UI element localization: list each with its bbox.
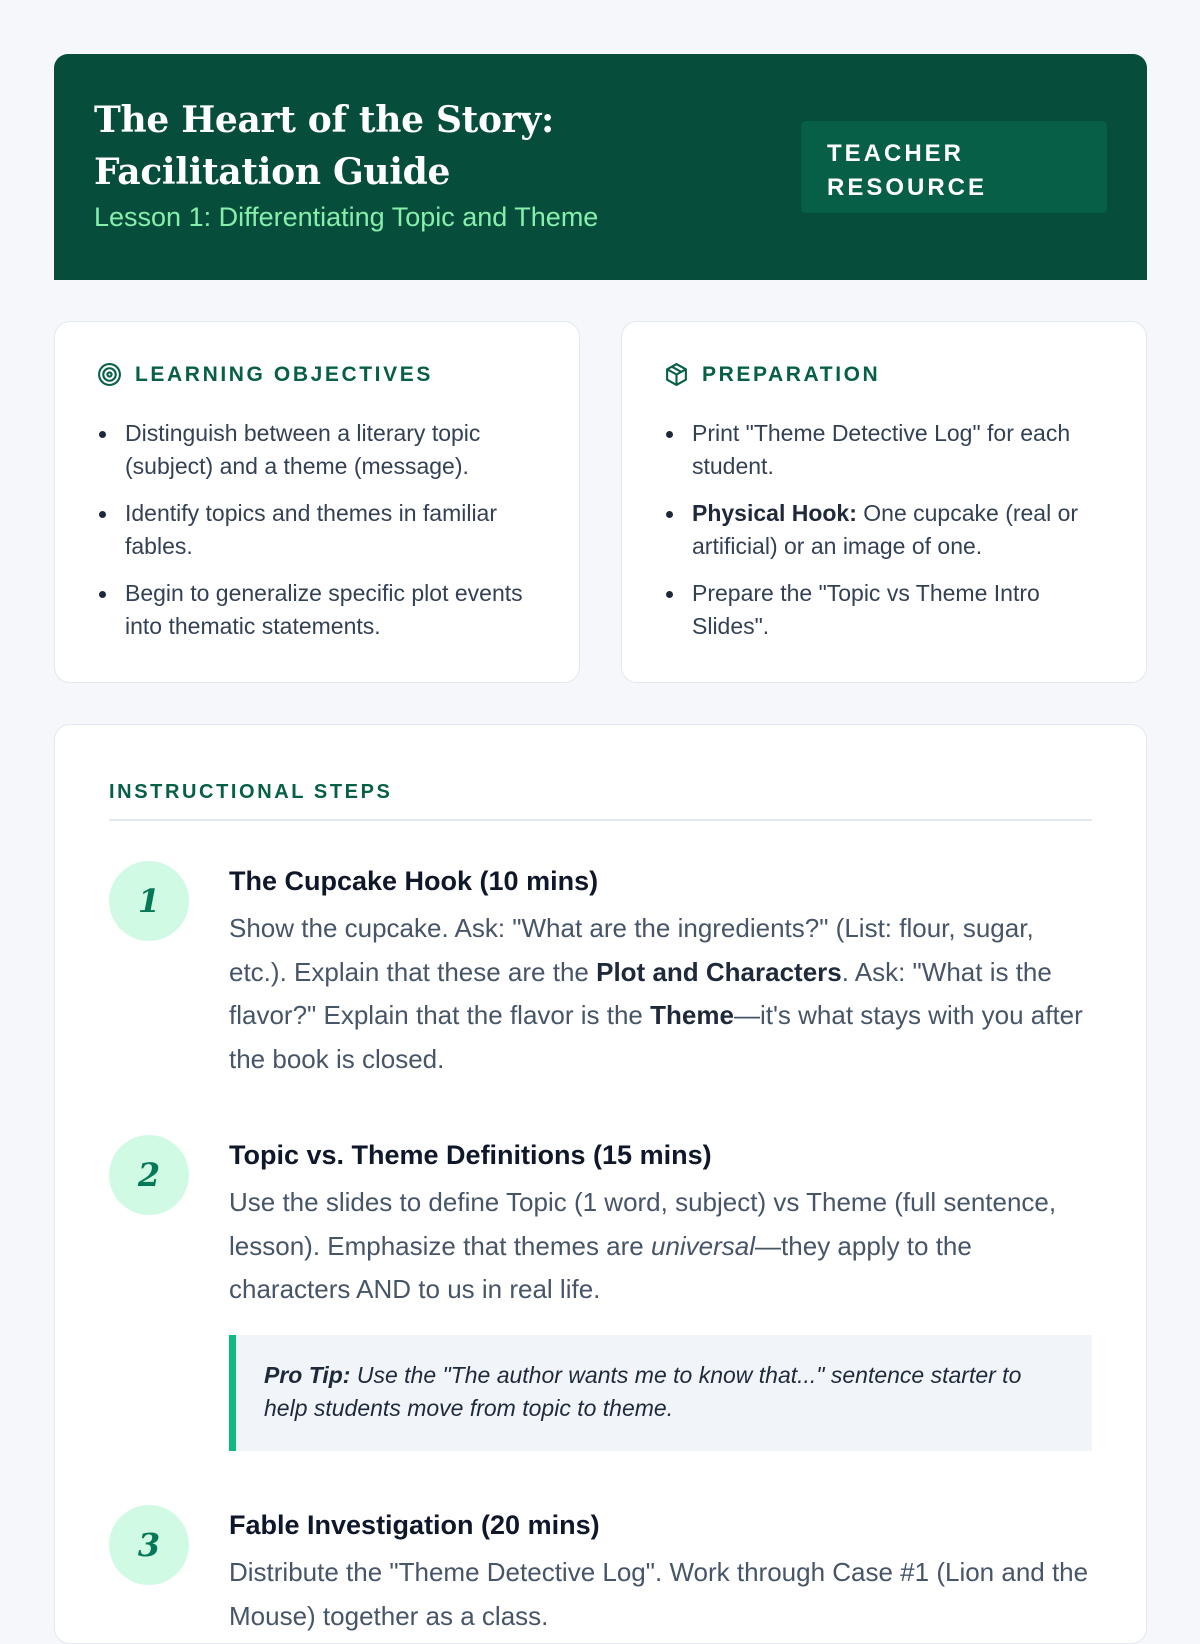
step-body xyxy=(229,1505,1092,1638)
list-item: Prepare the "Topic vs Theme Intro Slides". xyxy=(664,577,1114,643)
step-text xyxy=(229,907,1092,1081)
divider xyxy=(109,819,1092,821)
list-item: Begin to generalize specific plot events into thematic statements. xyxy=(97,577,547,643)
step-title: Fable Investigation (20 mins) xyxy=(229,1510,600,1540)
learning-objectives-card xyxy=(54,321,580,683)
step-text-bold: Plot and Characters xyxy=(596,956,842,987)
objectives-heading xyxy=(97,362,433,387)
pro-tip-text: Use the "The author wants me to know that..." sentence starter to help students move from topic to theme. xyxy=(264,1361,1022,1421)
steps-heading: INSTRUCTIONAL STEPS xyxy=(109,781,393,803)
teacher-resource-badge xyxy=(801,121,1107,213)
step-text xyxy=(229,1181,1092,1312)
objectives-heading-label: LEARNING OBJECTIVES xyxy=(135,362,433,386)
step-text-part: —they apply to the characters AND to us in real life. xyxy=(229,1230,972,1304)
step-number: 3 xyxy=(109,1505,189,1585)
step-text-part: —it's what stays with you after the book is closed. xyxy=(229,1000,1083,1074)
preparation-card xyxy=(621,321,1147,683)
badge-line1: TEACHER xyxy=(827,140,965,167)
step-text-italic: universal xyxy=(650,1230,756,1261)
physical-hook-text: One cupcake (real or artificial) or an image of one. xyxy=(692,500,1079,559)
list-item xyxy=(664,497,1114,563)
step-text-bold: Theme xyxy=(650,1000,734,1030)
step-text-part: Use the slides to define Topic (1 word, subject) vs Theme (full sentence, lesson). Emphasize that themes are xyxy=(229,1187,1057,1261)
badge-line2: RESOURCE xyxy=(827,174,988,201)
instructional-steps-card xyxy=(54,724,1147,1644)
step-body xyxy=(229,1135,1092,1451)
page-title: The Heart of the Story: Facilitation Guide xyxy=(94,99,554,193)
pro-tip-label: Pro Tip: xyxy=(264,1361,351,1388)
step-number: 2 xyxy=(109,1135,189,1215)
page-subtitle: Lesson 1: Differentiating Topic and Theme xyxy=(94,202,599,232)
step-text-part: Show the cupcake. Ask: "What are the ingredients?" (List: flour, sugar, etc.). Explain that these are the xyxy=(229,913,1034,987)
package-icon xyxy=(664,362,689,387)
step-text-part: . Ask: "What is the flavor?" Explain that the flavor is the xyxy=(229,956,1052,1030)
objectives-list xyxy=(97,417,547,657)
step-body xyxy=(229,861,1092,1081)
preparation-heading xyxy=(664,362,880,387)
physical-hook-label: Physical Hook: xyxy=(692,500,857,526)
preparation-heading-label: PREPARATION xyxy=(702,362,881,386)
page-header xyxy=(54,54,1147,280)
step-title: Topic vs. Theme Definitions (15 mins) xyxy=(229,1140,712,1170)
list-item: Print "Theme Detective Log" for each student. xyxy=(664,417,1114,483)
target-icon xyxy=(97,362,122,387)
list-item: Distinguish between a literary topic (subject) and a theme (message). xyxy=(97,417,547,483)
step-text: Distribute the "Theme Detective Log". Work through Case #1 (Lion and the Mouse) together as a class. xyxy=(229,1557,1089,1631)
list-item: Identify topics and themes in familiar fables. xyxy=(97,497,547,563)
step-title: The Cupcake Hook (10 mins) xyxy=(229,866,599,896)
preparation-list xyxy=(664,417,1114,657)
pro-tip-callout xyxy=(229,1335,1092,1451)
step-number: 1 xyxy=(109,861,189,941)
